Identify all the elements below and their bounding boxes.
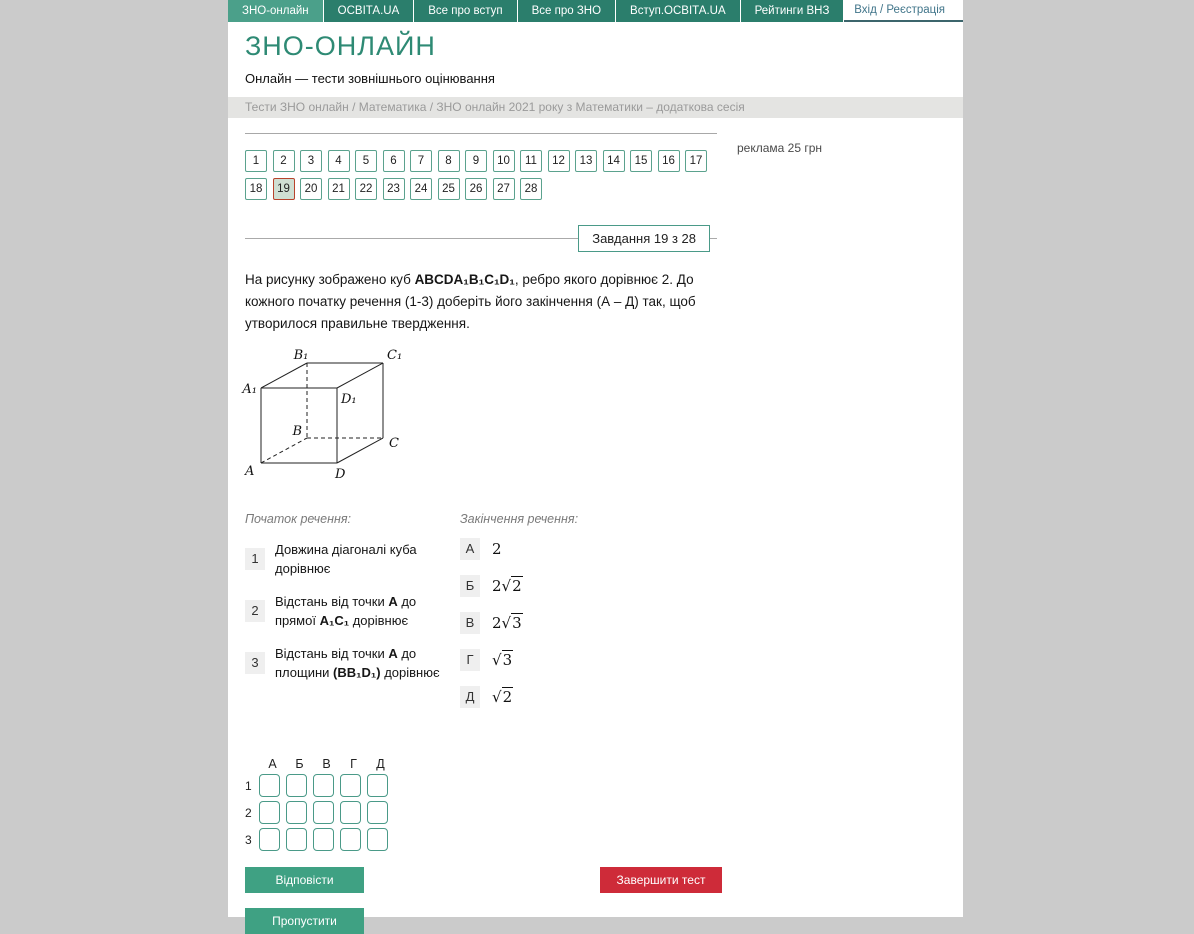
answer-option-А — [460, 538, 720, 560]
statement-item-1 — [245, 540, 460, 578]
answer-option-В — [460, 612, 720, 634]
question-number-12[interactable]: 12 — [548, 150, 570, 172]
main-content — [228, 133, 963, 934]
statement-item-2 — [245, 592, 460, 630]
question-number-8[interactable]: 8 — [438, 150, 460, 172]
vertex-label-a1: A₁ — [242, 382, 257, 397]
answer-option-Б — [460, 575, 720, 597]
site-logo[interactable]: ЗНО-ОНЛАЙН — [245, 31, 436, 61]
question-number-24[interactable]: 24 — [410, 178, 432, 200]
login-register-link[interactable]: Вхід / Реєстрація — [844, 0, 963, 22]
option-letter-badge: Д — [460, 686, 480, 708]
option-coefficient: 2 — [492, 614, 502, 632]
text-segment: дорівнює — [380, 665, 440, 680]
matrix-cell-2-Б[interactable] — [286, 801, 307, 824]
question-number-9[interactable]: 9 — [465, 150, 487, 172]
text-segment: Відстань від точки — [275, 646, 389, 661]
matrix-cell-1-В[interactable] — [313, 774, 334, 797]
radicand: 2 — [512, 577, 522, 595]
matrix-cell-1-А[interactable] — [259, 774, 280, 797]
matrix-column-label-Г: Г — [350, 757, 357, 771]
option-coefficient: 2 — [492, 577, 502, 595]
breadcrumb[interactable]: Тести ЗНО онлайн / Математика / ЗНО онлайн 2021 року з Математики – додаткова сесія — [228, 97, 963, 118]
site-subtitle: Онлайн — тести зовнішнього оцінювання — [245, 71, 495, 86]
answer-option-Д — [460, 686, 720, 708]
answer-button[interactable]: Відповісти — [245, 867, 364, 893]
vertex-label-d1: D₁ — [341, 392, 357, 407]
question-number-22[interactable]: 22 — [355, 178, 377, 200]
question-number-28[interactable]: 28 — [520, 178, 542, 200]
question-number-3[interactable]: 3 — [300, 150, 322, 172]
question-number-2[interactable]: 2 — [273, 150, 295, 172]
text-segment: Довжина діагоналі куба дорівнює — [275, 542, 417, 576]
statements-column — [245, 512, 460, 723]
vertex-label-d: D — [335, 467, 346, 482]
matrix-cell-3-Д[interactable] — [367, 828, 388, 851]
question-number-16[interactable]: 16 — [658, 150, 680, 172]
matrix-cell-2-Г[interactable] — [340, 801, 361, 824]
question-number-4[interactable]: 4 — [328, 150, 350, 172]
option-value — [492, 651, 513, 669]
matrix-header — [259, 757, 946, 771]
matrix-column-label-Б: Б — [295, 757, 304, 771]
ad-price-note: реклама 25 грн — [737, 141, 823, 155]
nav-tab-ОСВІТА.UA[interactable]: ОСВІТА.UA — [324, 0, 415, 22]
nav-tab-Рейтинги ВНЗ[interactable]: Рейтинги ВНЗ — [741, 0, 845, 22]
matrix-cell-3-Б[interactable] — [286, 828, 307, 851]
option-value — [492, 540, 502, 558]
answer-matrix — [245, 757, 946, 851]
text-segment: , ребро якого дорівнює 2. До кожного початку речення (1-3) доберіть його закінчення (А – Д) так, щоб утворилося правильне твердження. — [245, 272, 696, 331]
task-banner — [245, 225, 717, 252]
nav-tab-Все про ЗНО[interactable]: Все про ЗНО — [518, 0, 616, 22]
matrix-cell-1-Б[interactable] — [286, 774, 307, 797]
option-letter-badge: Г — [460, 649, 480, 671]
vertex-label-b1: B₁ — [293, 348, 309, 363]
task-counter-badge: Завдання 19 з 28 — [578, 225, 710, 252]
matrix-body — [245, 774, 946, 851]
matrix-cell-3-В[interactable] — [313, 828, 334, 851]
bold-text-segment: A — [388, 594, 398, 609]
vertex-label-b: B — [292, 424, 302, 439]
radicand: 3 — [512, 614, 522, 632]
square-root: √2 — [492, 688, 513, 706]
radicand: 2 — [502, 688, 513, 706]
action-row — [245, 867, 946, 893]
answer-option-Г — [460, 649, 720, 671]
statement-text — [275, 644, 453, 682]
statement-number-badge: 2 — [245, 600, 265, 622]
site-header — [228, 22, 963, 97]
top-nav-tabs — [228, 0, 844, 22]
question-number-6[interactable]: 6 — [383, 150, 405, 172]
matrix-cell-2-А[interactable] — [259, 801, 280, 824]
square-root: √2 — [501, 577, 522, 595]
radicand: 3 — [502, 651, 513, 669]
matrix-row-label: 3 — [245, 832, 252, 847]
matrix-cell-3-Г[interactable] — [340, 828, 361, 851]
option-letter-badge: Б — [460, 575, 480, 597]
option-value — [492, 688, 513, 706]
matrix-cell-2-Д[interactable] — [367, 801, 388, 824]
nav-tab-Все про вступ[interactable]: Все про вступ — [414, 0, 517, 22]
matrix-cell-1-Г[interactable] — [340, 774, 361, 797]
nav-tab-Вступ.ОСВІТА.UA[interactable]: Вступ.ОСВІТА.UA — [616, 0, 741, 22]
statement-text — [275, 540, 453, 578]
vertex-label-a: A — [245, 464, 255, 479]
question-number-18[interactable]: 18 — [245, 178, 267, 200]
question-number-14[interactable]: 14 — [603, 150, 625, 172]
matrix-row-1 — [245, 774, 946, 797]
question-number-25[interactable]: 25 — [438, 178, 460, 200]
question-number-21[interactable]: 21 — [328, 178, 350, 200]
cube-figure — [237, 345, 946, 492]
text-segment: до прямої — [275, 594, 417, 628]
content-column — [228, 0, 963, 928]
square-root: √3 — [501, 614, 522, 632]
bold-text-segment: A — [388, 646, 398, 661]
matrix-row-label: 2 — [245, 805, 252, 820]
matrix-row-label: 1 — [245, 778, 252, 793]
answers-column — [460, 512, 720, 723]
question-number-15[interactable]: 15 — [630, 150, 652, 172]
question-number-7[interactable]: 7 — [410, 150, 432, 172]
top-nav — [228, 0, 963, 22]
question-number-23[interactable]: 23 — [383, 178, 405, 200]
statement-text — [275, 592, 453, 630]
bold-text-segment: A₁C₁ — [319, 613, 350, 628]
question-number-17[interactable]: 17 — [685, 150, 707, 172]
option-value — [492, 614, 523, 632]
question-number-26[interactable]: 26 — [465, 178, 487, 200]
matrix-row-3 — [245, 828, 946, 851]
matrix-cell-2-В[interactable] — [313, 801, 334, 824]
nav-tab-ЗНО-онлайн[interactable]: ЗНО-онлайн — [228, 0, 324, 22]
statement-item-3 — [245, 644, 460, 682]
bold-text-segment: (BB₁D₁) — [333, 665, 381, 680]
question-number-19[interactable]: 19 — [273, 178, 295, 200]
matrix-cell-1-Д[interactable] — [367, 774, 388, 797]
statement-number-badge: 1 — [245, 548, 265, 570]
matrix-column-label-Д: Д — [376, 757, 385, 771]
statements-heading: Початок речення: — [245, 512, 351, 526]
square-root: √3 — [492, 651, 513, 669]
matrix-column-label-А: А — [268, 757, 277, 771]
question-number-27[interactable]: 27 — [493, 178, 515, 200]
text-segment: до площини — [275, 646, 417, 680]
option-letter-badge: А — [460, 538, 480, 560]
answers-heading: Закінчення речення: — [460, 512, 579, 526]
option-value — [492, 577, 523, 595]
matrix-row-2 — [245, 801, 946, 824]
cube-svg — [237, 345, 422, 487]
statements-list — [245, 540, 460, 682]
matrix-column-label-В: В — [322, 757, 331, 771]
question-number-5[interactable]: 5 — [355, 150, 377, 172]
bold-text-segment: ABCDA₁B₁C₁D₁ — [414, 272, 515, 287]
vertex-label-c: C — [389, 436, 399, 451]
option-coefficient: 2 — [492, 540, 502, 558]
vertex-label-c1: C₁ — [387, 348, 403, 363]
question-text — [245, 269, 707, 335]
text-segment: На рисунку зображено куб — [245, 272, 415, 287]
question-number-13[interactable]: 13 — [575, 150, 597, 172]
matrix-cell-3-А[interactable] — [259, 828, 280, 851]
question-number-11[interactable]: 11 — [520, 150, 542, 172]
matching-columns — [245, 512, 946, 723]
divider-line — [245, 133, 717, 134]
finish-test-button[interactable]: Завершити тест — [600, 867, 722, 893]
text-segment: Відстань від точки — [275, 594, 389, 609]
question-number-10[interactable]: 10 — [493, 150, 515, 172]
question-number-grid — [245, 150, 721, 206]
question-number-1[interactable]: 1 — [245, 150, 267, 172]
option-letter-badge: В — [460, 612, 480, 634]
statement-number-badge: 3 — [245, 652, 265, 674]
question-number-20[interactable]: 20 — [300, 178, 322, 200]
skip-button[interactable]: Пропустити — [245, 908, 364, 934]
answers-list — [460, 538, 720, 708]
text-segment: дорівнює — [349, 613, 409, 628]
